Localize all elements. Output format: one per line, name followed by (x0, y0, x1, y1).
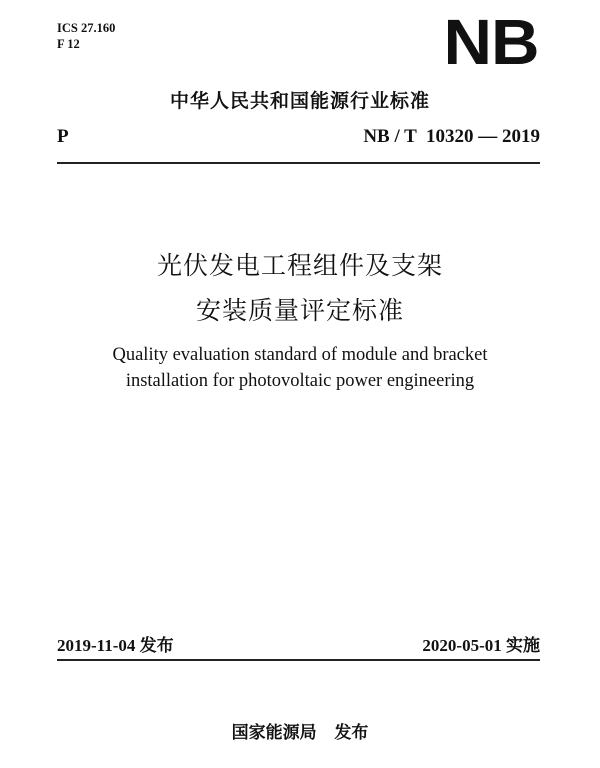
title-en-line1: Quality evaluation standard of module and bracket (112, 345, 488, 365)
standard-class-letter: P (57, 126, 69, 147)
standard-number: NB / T 10320 — 2019 (363, 126, 540, 147)
issuer-name: 国家能源局 (231, 723, 317, 743)
issuer-block (0, 718, 600, 743)
bottom-divider (57, 659, 540, 661)
top-divider (57, 162, 540, 164)
title-cn-line2: 安装质量评定标准 (195, 296, 404, 325)
nb-logo: NB (443, 6, 538, 78)
publish-label: 发布 (139, 636, 174, 656)
implement-date-block (422, 631, 540, 656)
title-en-line2: installation for photovoltaic power engineering (125, 371, 475, 391)
implement-date: 2020-05-01 (422, 636, 502, 655)
publish-date: 2019-11-04 (57, 636, 136, 655)
ccs-code: F 12 (57, 37, 80, 51)
title-cn-line1: 光伏发电工程组件及支架 (156, 251, 443, 280)
ics-code: ICS 27.160 (57, 21, 116, 35)
classification-codes (57, 20, 115, 52)
standard-category: 中华人民共和国能源行业标准 (169, 90, 430, 112)
implement-label: 实施 (506, 636, 540, 656)
issuer-action: 发布 (334, 723, 369, 743)
publish-date-block (57, 631, 174, 656)
